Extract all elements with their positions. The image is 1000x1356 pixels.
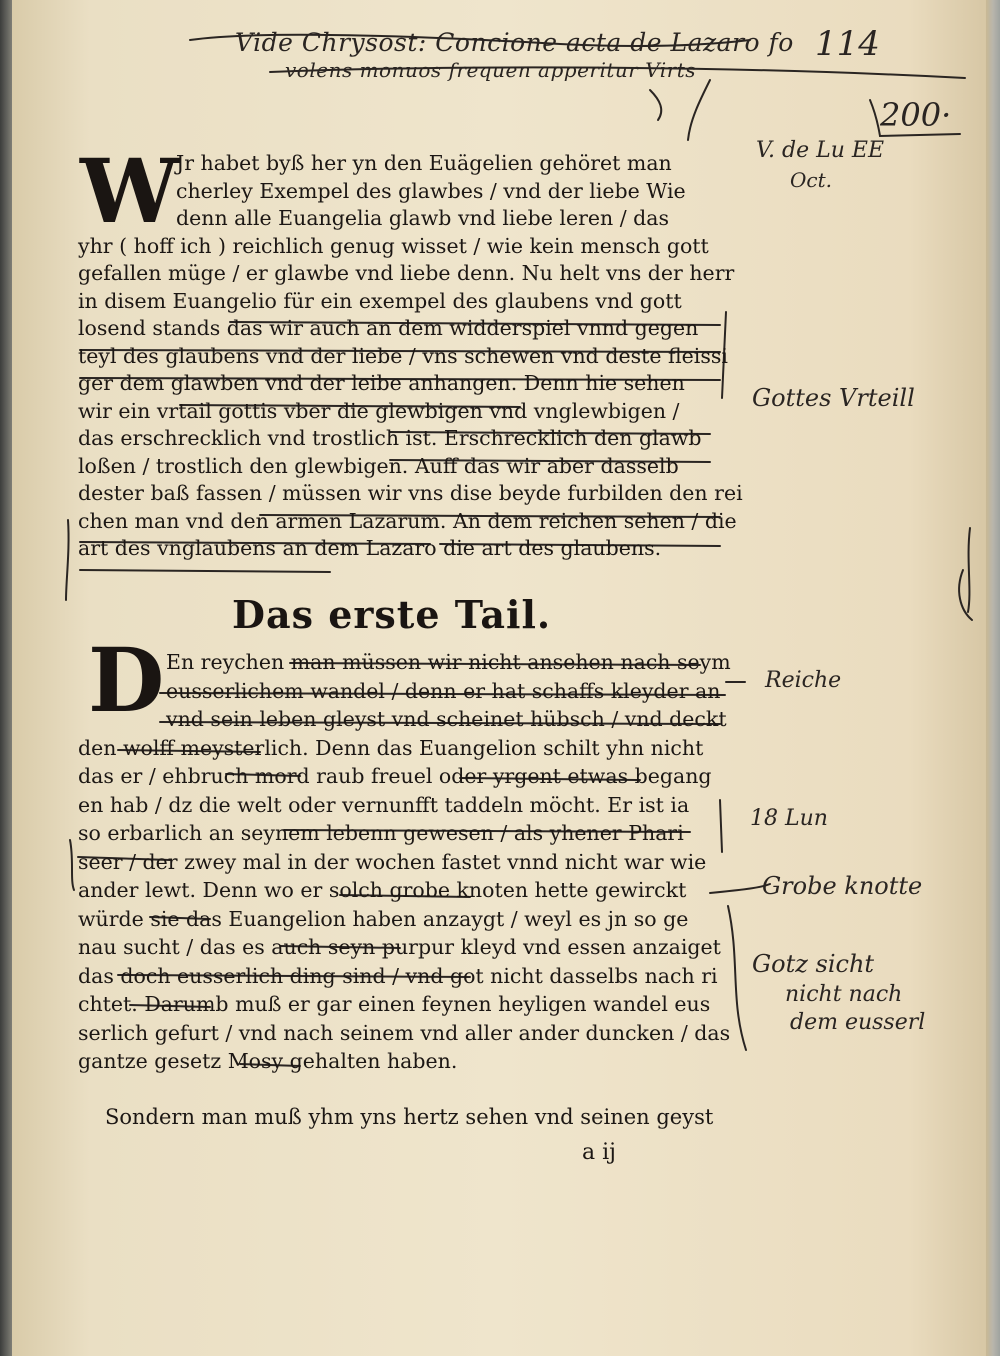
text-line: wir ein vrtail gottis vber die glewbigen vnd vnglewbigen /: [78, 398, 680, 423]
text-line: gantze gesetz Mosy gehalten haben.: [78, 1049, 458, 1073]
text-line: in disem Euangelio für ein exempel des glaubens vnd gott: [78, 288, 682, 313]
side-bracket-2: [968, 528, 970, 612]
marginal-note-side-2: Gottes Vrteill: [752, 384, 915, 412]
paragraph-2: [78, 648, 731, 1076]
left-bracket: [66, 520, 69, 600]
text-line: dester baß fassen / müssen wir vns dise beyde furbilden den rei: [78, 481, 743, 505]
pen-flourish-2: [688, 80, 710, 140]
pen-flourish: [650, 90, 661, 120]
marginal-note-side-6c: dem eusserl: [790, 1010, 926, 1035]
marginal-note-side-3: Reiche: [765, 668, 842, 693]
initial-letter-d: D: [88, 628, 165, 732]
marginal-note-top-line1: Vide Chrysost: Concione acta de Lazaro fo: [235, 28, 794, 57]
text-line: das er / ehbruch mord raub freuel oder yrgent etwas begang: [78, 764, 712, 788]
text-line: ger dem glawben vnd der leibe anhangen. Denn hie sehen: [78, 371, 685, 395]
marginal-note-side-1b: Oct.: [790, 168, 832, 192]
initial-letter-w: W: [80, 139, 179, 243]
text-line: chtet. Darumb muß er gar einen feynen heyligen wandel eus: [78, 992, 711, 1016]
paragraph-1: [78, 139, 743, 563]
text-line: so erbarlich an seynem lebenn gewesen / als yhener Phari: [78, 821, 684, 845]
text-line: teyl des glaubens vnd der liebe / vns schewen vnd deste fleissi: [78, 343, 728, 368]
marginal-note-top-line2: volens monuos frequen apperitur Virts: [285, 58, 697, 82]
page-number: 114: [815, 24, 880, 64]
text-line: das doch eusserlich ding sind / vnd got nicht dasselbs nach ri: [78, 963, 718, 988]
text-line: chen man vnd den armen Lazarum. An dem reichen sehen / die: [78, 508, 737, 533]
text-line: yhr ( hoff ich ) reichlich genug wisset / wie kein mensch gott: [78, 233, 709, 258]
marginal-note-side-1a: V. de Lu EE: [756, 138, 885, 163]
text-line: würde sie das Euangelion haben anzaygt / weyl es jn so ge: [78, 906, 689, 931]
marginal-number-200: 200·: [880, 96, 952, 134]
pen-stroke-top2: [270, 67, 965, 78]
pen-stroke-top: [190, 35, 750, 46]
text-line: gefallen müge / er glawbe vnd liebe denn. Nu helt vns der herr: [78, 261, 735, 285]
text-line: art des vnglaubens an dem Lazaro die art des glaubens.: [78, 536, 662, 560]
signature-mark: a ij: [582, 1140, 616, 1165]
text-line: en hab / dz die welt oder vernunfft taddeln möcht. Er ist ia: [78, 792, 690, 817]
text-line: denn alle Euangelia glawb vnd liebe leren / das: [176, 206, 670, 230]
text-line: den wolff meysterlich. Denn das Euangelion schilt yhn nicht: [78, 735, 704, 760]
marginal-note-side-4: 18 Lun: [750, 806, 828, 831]
text-line: nau sucht / das es auch seyn purpur kleyd vnd essen anzaiget: [78, 935, 721, 959]
text-line: das erschrecklich vnd trostlich ist. Erschrecklich den glawb: [78, 426, 702, 450]
marginal-note-side-5: Grobe knotte: [762, 872, 923, 900]
text-line: Jr habet byß her yn den Euägelien gehöret man: [176, 151, 672, 175]
text-line: loßen / trostlich den glewbigen. Auff das wir aber dasselb: [78, 453, 679, 478]
text-line: eusserlichem wandel / denn er hat schaffs kleyder an: [166, 678, 721, 703]
left-bracket-2: [70, 840, 74, 890]
marginal-note-side-6b: nicht nach: [785, 982, 903, 1007]
text-line: losend stands das wir auch an dem widderspiel vnnd gegen: [78, 316, 699, 340]
text-line: cherley Exempel des glawbes / vnd der liebe Wie: [176, 178, 686, 203]
section-heading: Das erste Tail.: [232, 592, 552, 637]
text-line: serlich gefurt / vnd nach seinem vnd aller ander duncken / das: [78, 1020, 731, 1045]
text-line: seer / der zwey mal in der wochen fastet vnnd nicht war wie: [78, 849, 707, 874]
paragraph-3: Sondern man muß yhm yns hertz sehen vnd seinen geyst: [105, 1105, 714, 1129]
text-line: ander lewt. Denn wo er solch grobe knoten hette gewirckt: [78, 878, 687, 902]
text-line: En reychen man müssen wir nicht ansehen nach seym: [166, 650, 731, 674]
text-line: vnd sein leben gleyst vnd scheinet hübsch / vnd deckt: [166, 707, 727, 731]
marginal-note-side-6a: Gotz sicht: [752, 950, 875, 978]
underline-200: [870, 100, 960, 136]
underline-p1-j: [80, 570, 330, 572]
